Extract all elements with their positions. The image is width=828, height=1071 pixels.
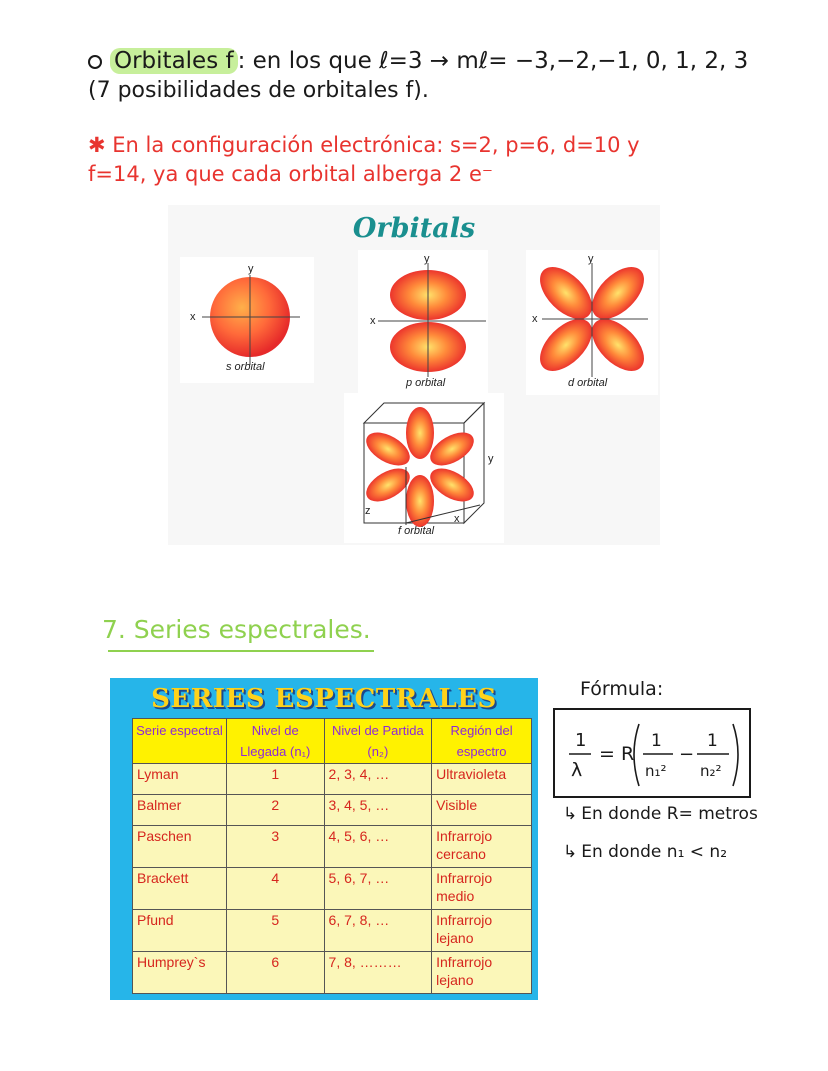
cell-serie: Balmer xyxy=(133,795,227,826)
s-axis-y-label: y xyxy=(248,263,254,275)
orbitals-f-highlight: Orbitales f xyxy=(110,48,238,74)
cell-serie: Pfund xyxy=(133,910,227,952)
formula-note-1-text: En donde R= metros xyxy=(581,804,758,824)
cell-serie: Brackett xyxy=(133,868,227,910)
s-orbital-label: s orbital xyxy=(226,361,265,373)
p-axis-x-label: x xyxy=(370,315,376,327)
orbitals-f-line2: (7 posibilidades de orbitales f). xyxy=(88,78,429,103)
formula-minus: − xyxy=(679,744,695,765)
cell-llegada: 6 xyxy=(226,952,324,994)
formula-n1sq: n₁² xyxy=(645,762,667,780)
formula-one-a: 1 xyxy=(651,731,662,751)
f-axis-x-label: x xyxy=(454,513,460,525)
formula-equals-r: = R xyxy=(599,743,635,765)
formula-note-1 xyxy=(563,804,758,824)
config-note-line1: ✱ En la configuración electrónica: s=2, p=6, d=10 y xyxy=(88,133,640,157)
col-header-llegada: Nivel de Llegada (n₁) xyxy=(226,719,324,764)
col-header-serie: Serie espectral xyxy=(133,719,227,764)
spectral-table xyxy=(132,718,532,994)
formula-note-2-text: En donde n₁ < n₂ xyxy=(581,842,728,862)
orbitals-f-text: : en los que ℓ=3 → mℓ= −3,−2,−1, 0, 1, 2, 3 xyxy=(237,48,749,74)
s-axis-x-label: x xyxy=(190,311,196,323)
p-axis-y-label: y xyxy=(424,253,430,265)
orbitals-figure xyxy=(168,205,660,545)
col-header-partida: Nivel de Partida (n₂) xyxy=(324,719,432,764)
formula-one-left: 1 xyxy=(575,730,587,751)
bullet-circle-icon xyxy=(88,55,102,69)
col-header-region: Región del espectro xyxy=(432,719,532,764)
formula-label: Fórmula: xyxy=(580,678,664,700)
config-note-line2: f=14, ya que cada orbital alberga 2 e⁻ xyxy=(88,162,493,186)
f-axis-z-label: z xyxy=(365,505,371,517)
hook-arrow-icon: ↳ xyxy=(563,842,578,862)
cell-partida: 6, 7, 8, … xyxy=(324,910,432,952)
d-axis-y-label: y xyxy=(588,253,594,265)
table-row xyxy=(133,764,532,795)
cell-partida: 4, 5, 6, … xyxy=(324,826,432,868)
spectral-series-panel xyxy=(110,678,538,1000)
cell-region: Visible xyxy=(432,795,532,826)
orbitals-figure-title: Orbitals xyxy=(352,213,476,244)
cell-llegada: 3 xyxy=(226,826,324,868)
f-axis-y-label: y xyxy=(488,453,494,465)
formula-one-b: 1 xyxy=(707,731,718,751)
section-title: 7. Series espectrales. xyxy=(102,615,371,644)
section-underline xyxy=(108,650,374,652)
cell-partida: 5, 6, 7, … xyxy=(324,868,432,910)
table-row xyxy=(133,868,532,910)
orbitals-diagram xyxy=(168,205,660,545)
table-row xyxy=(133,826,532,868)
d-axis-x-label: x xyxy=(532,313,538,325)
cell-partida: 2, 3, 4, … xyxy=(324,764,432,795)
cell-region: Infrarrojo cercano xyxy=(432,826,532,868)
cell-llegada: 1 xyxy=(226,764,324,795)
cell-partida: 3, 4, 5, … xyxy=(324,795,432,826)
cell-partida: 7, 8, ……… xyxy=(324,952,432,994)
table-header-row xyxy=(133,719,532,764)
p-orbital-label: p orbital xyxy=(406,377,446,389)
orbitals-f-line xyxy=(88,48,748,74)
f-orbital-label: f orbital xyxy=(398,525,435,537)
formula-lambda: λ xyxy=(571,759,583,781)
cell-serie: Lyman xyxy=(133,764,227,795)
rydberg-formula xyxy=(555,710,749,796)
formula-box xyxy=(553,708,751,798)
formula-note-2 xyxy=(563,842,727,862)
spectral-table-title: SERIES ESPECTRALES xyxy=(151,684,497,714)
cell-region: Ultravioleta xyxy=(432,764,532,795)
cell-region: Infrarrojo lejano xyxy=(432,952,532,994)
table-row xyxy=(133,795,532,826)
cell-region: Infrarrojo medio xyxy=(432,868,532,910)
cell-llegada: 4 xyxy=(226,868,324,910)
cell-llegada: 5 xyxy=(226,910,324,952)
formula-n2sq: n₂² xyxy=(700,762,722,780)
table-row xyxy=(133,952,532,994)
table-row xyxy=(133,910,532,952)
cell-serie: Paschen xyxy=(133,826,227,868)
cell-serie: Humprey`s xyxy=(133,952,227,994)
cell-region: Infrarrojo lejano xyxy=(432,910,532,952)
d-orbital-label: d orbital xyxy=(568,377,608,389)
hook-arrow-icon: ↳ xyxy=(563,804,578,824)
cell-llegada: 2 xyxy=(226,795,324,826)
